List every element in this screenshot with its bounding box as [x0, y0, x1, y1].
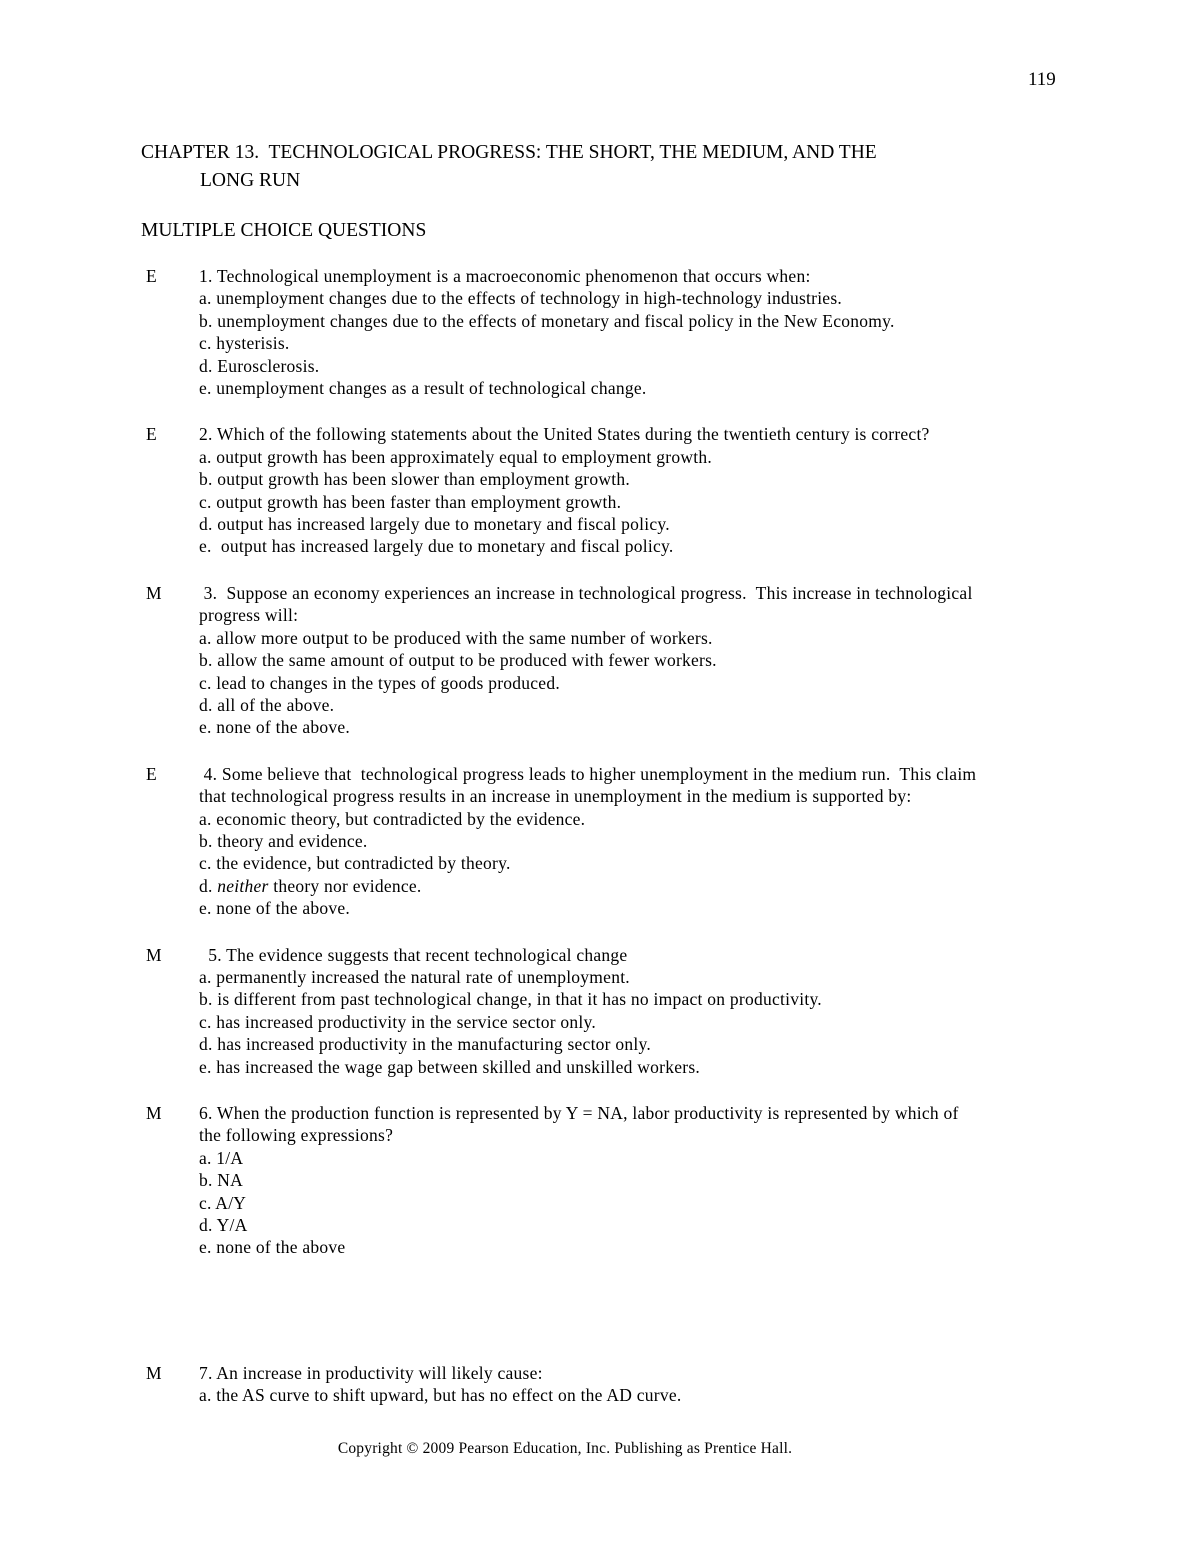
- answer-option: c. the evidence, but contradicted by theory.: [199, 853, 511, 874]
- question-body: [199, 423, 1081, 557]
- answer-option: d. Y/A: [199, 1215, 248, 1236]
- question: [146, 763, 1081, 920]
- answer-option: e. none of the above.: [199, 898, 351, 919]
- answer-option: d. all of the above.: [199, 694, 335, 715]
- difficulty-marker: M: [146, 1103, 162, 1123]
- answer-option: e. has increased the wage gap between skilled and unskilled workers.: [199, 1056, 701, 1077]
- question-stem-line: 3. Suppose an economy experiences an increase in technological progress. This increase in technological: [199, 582, 973, 603]
- difficulty-marker: M: [146, 582, 162, 603]
- answer-option: e. none of the above.: [199, 717, 351, 738]
- chapter-title-line-1: CHAPTER 13. TECHNOLOGICAL PROGRESS: THE SHORT, THE MEDIUM, AND THE: [141, 142, 877, 163]
- answer-option: c. has increased productivity in the service sector only.: [199, 1011, 597, 1032]
- emphasis: neither: [217, 875, 269, 896]
- question-body: [199, 265, 1081, 399]
- question-body: [199, 944, 1081, 1078]
- answer-option: c. output growth has been faster than employment growth.: [199, 491, 622, 512]
- page-footer: Copyright © 2009 Pearson Education, Inc. Publishing as Prentice Hall.: [337, 1440, 793, 1457]
- question-stem-line: 7. An increase in productivity will likely cause:: [199, 1362, 543, 1383]
- answer-option: b. is different from past technological change, in that it has no impact on productivity.: [199, 989, 822, 1010]
- question-body: [199, 582, 1081, 739]
- question-body: [199, 1102, 1081, 1259]
- answer-option: b. output growth has been slower than employment growth.: [199, 469, 631, 490]
- answer-option: a. unemployment changes due to the effects of technology in high-technology industries.: [199, 288, 843, 309]
- difficulty-marker: M: [146, 1362, 162, 1383]
- answer-option: d. Eurosclerosis.: [199, 355, 320, 376]
- answer-option: b. theory and evidence.: [199, 830, 368, 851]
- answer-option: d. neither theory nor evidence.: [199, 875, 422, 896]
- difficulty-marker: E: [146, 763, 157, 784]
- answer-option: a. economic theory, but contradicted by the evidence.: [199, 808, 586, 829]
- answer-option: d. has increased productivity in the manufacturing sector only.: [199, 1034, 651, 1055]
- page-number: 119: [1028, 69, 1056, 90]
- answer-option: e. output has increased largely due to monetary and fiscal policy.: [199, 536, 674, 557]
- question-body: [199, 763, 1081, 920]
- question-stem-line: that technological progress results in an increase in unemployment in the medium is supported by:: [199, 786, 912, 807]
- question: [146, 582, 1081, 739]
- section-heading: MULTIPLE CHOICE QUESTIONS: [141, 220, 427, 241]
- question: [146, 944, 1081, 1078]
- answer-option: c. A/Y: [199, 1192, 247, 1213]
- answer-option: b. unemployment changes due to the effects of monetary and fiscal policy in the New Economy.: [199, 310, 895, 331]
- question-stem-line: 6. When the production function is represented by Y = NA, labor productivity is represented by which of: [199, 1103, 959, 1123]
- chapter-title: [141, 139, 1091, 195]
- answer-option: e. none of the above: [199, 1237, 346, 1258]
- question-stem-line: 1. Technological unemployment is a macroeconomic phenomenon that occurs when:: [199, 266, 811, 286]
- chapter-title-line-2: LONG RUN: [200, 170, 301, 191]
- answer-option: a. permanently increased the natural rate of unemployment.: [199, 966, 630, 987]
- answer-option: b. NA: [199, 1170, 244, 1191]
- answer-option: b. allow the same amount of output to be produced with fewer workers.: [199, 650, 717, 671]
- question-stem-line: progress will:: [199, 605, 299, 626]
- question: [146, 1102, 1081, 1259]
- answer-option: a. the AS curve to shift upward, but has no effect on the AD curve.: [199, 1385, 682, 1406]
- answer-option: a. output growth has been approximately equal to employment growth.: [199, 446, 712, 467]
- difficulty-marker: E: [146, 424, 157, 445]
- question-list: [146, 245, 1081, 1407]
- difficulty-marker: E: [146, 266, 157, 286]
- question-body: [199, 1362, 1081, 1407]
- answer-option: c. lead to changes in the types of goods produced.: [199, 672, 560, 693]
- question-stem-line: 2. Which of the following statements about the United States during the twentieth century is correct?: [199, 424, 930, 445]
- answer-option: e. unemployment changes as a result of technological change.: [199, 378, 647, 399]
- answer-option: d. output has increased largely due to monetary and fiscal policy.: [199, 514, 670, 535]
- question-stem-line: 5. The evidence suggests that recent technological change: [199, 944, 628, 965]
- answer-option: a. 1/A: [199, 1147, 244, 1168]
- question: [146, 265, 1081, 399]
- answer-option: c. hysterisis.: [199, 333, 290, 354]
- question: [146, 423, 1081, 557]
- answer-option: a. allow more output to be produced with the same number of workers.: [199, 627, 713, 648]
- question-stem-line: the following expressions?: [199, 1125, 394, 1146]
- difficulty-marker: M: [146, 944, 162, 965]
- question-stem-line: 4. Some believe that technological progress leads to higher unemployment in the medium run. This claim: [199, 763, 977, 784]
- question: [146, 1362, 1081, 1407]
